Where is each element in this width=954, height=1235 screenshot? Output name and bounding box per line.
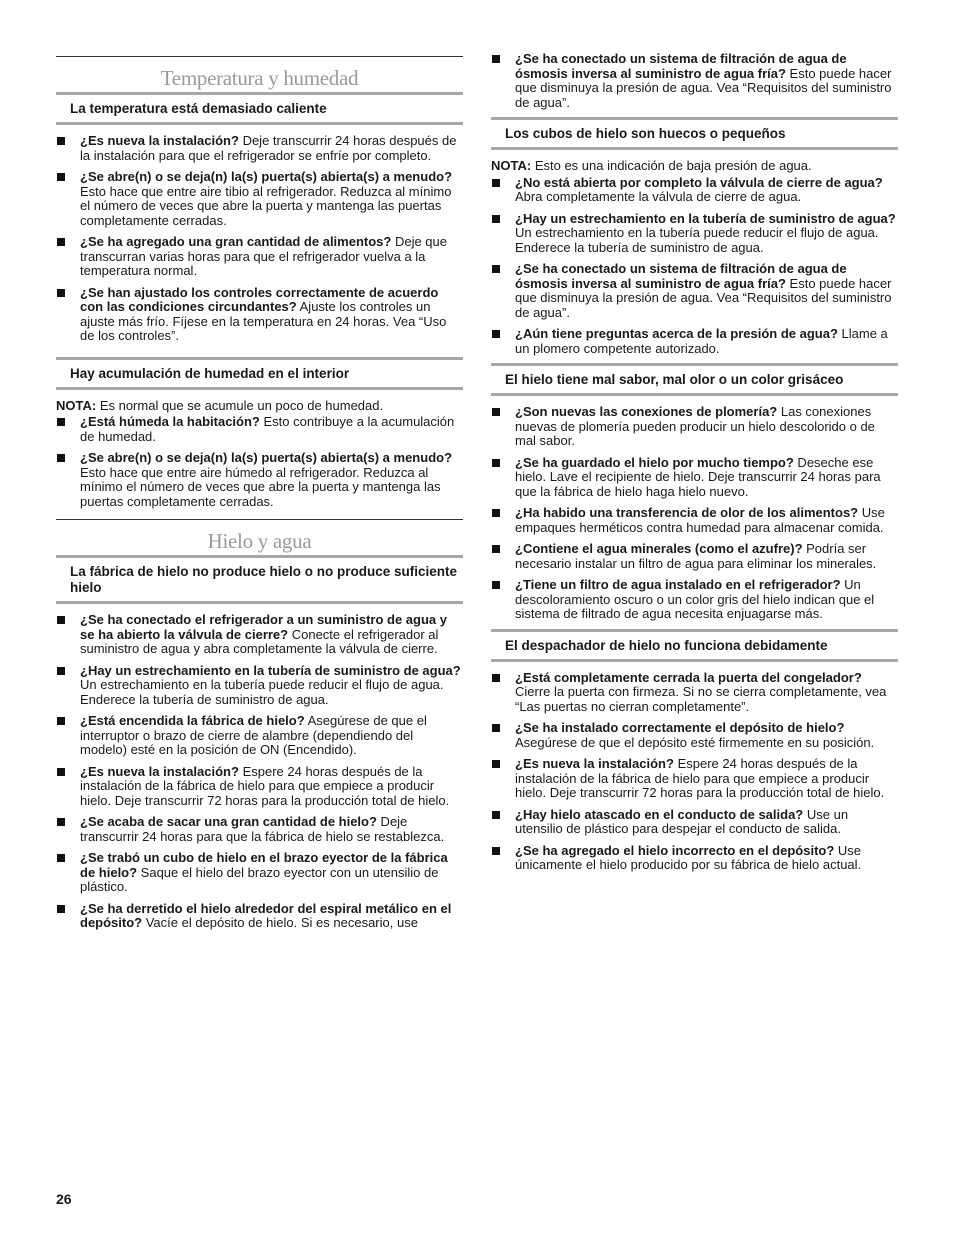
list-item [56, 451, 463, 509]
square-bullet-icon [57, 238, 65, 246]
square-bullet-icon [492, 760, 500, 768]
list-item [56, 235, 463, 279]
list-item [56, 714, 463, 758]
note-text: Esto es una indicación de baja presión de agua. [531, 158, 812, 173]
list-item [56, 664, 463, 708]
item-question: ¿Se ha agregado una gran cantidad de alimentos? [80, 234, 392, 249]
item-question: ¿Está completamente cerrada la puerta del congelador? [515, 669, 862, 685]
humidity-items [56, 415, 463, 509]
list-item [491, 542, 898, 571]
hollow-items [491, 176, 898, 357]
list-item [491, 506, 898, 535]
square-bullet-icon [57, 905, 65, 913]
item-answer: Esto hace que entre aire tibio al refrigerador. Reduzca al mínimo el número de veces que abre la puerta y mantenga las puertas completamente cerradas. [80, 183, 452, 228]
list-item [491, 176, 898, 205]
item-answer: Use empaques herméticos contra humedad para almacenar comida. [515, 505, 885, 535]
square-bullet-icon [492, 581, 500, 589]
item-answer: Deje transcurrir 24 horas para que la fábrica de hielo se restablezca. [80, 814, 445, 844]
item-question: ¿Se trabó un cubo de hielo en el brazo eyector de la fábrica de hielo? [80, 850, 448, 880]
item-question: ¿Hay un estrechamiento en la tubería de suministro de agua? [80, 662, 461, 678]
item-question: ¿Contiene el agua minerales (como el azufre)? [515, 541, 803, 556]
item-question: ¿Ha habido una transferencia de olor de los alimentos? [515, 505, 859, 520]
square-bullet-icon [492, 265, 500, 273]
item-answer: Deseche ese hielo. Lave el recipiente de hielo. Deje transcurrir 24 horas para que la fábrica de hielo haga hielo nuevo. [515, 454, 881, 499]
list-item [491, 327, 898, 356]
hollow-note [491, 159, 898, 174]
list-item [56, 134, 463, 163]
square-bullet-icon [57, 768, 65, 776]
list-item [56, 851, 463, 895]
item-question: ¿Se han ajustado los controles correctamente de acuerdo con las condiciones circundantes? [80, 284, 439, 314]
left-column [56, 52, 463, 938]
item-answer: Llame a un plomero competente autorizado. [515, 326, 888, 356]
note-label: NOTA: [491, 158, 532, 173]
heading-icemaker: La fábrica de hielo no produce hielo o no produce suficiente hielo [56, 558, 463, 604]
heading-hollow-cubes: Los cubos de hielo son huecos o pequeños [491, 117, 898, 150]
item-answer: Deje que transcurran varias horas para que el refrigerador vuelva a la temperatura normal. [80, 234, 447, 278]
item-question: ¿Se ha guardado el hielo por mucho tiempo? [515, 454, 794, 470]
square-bullet-icon [492, 55, 500, 63]
page-number: 26 [56, 1191, 72, 1207]
square-bullet-icon [57, 137, 65, 145]
square-bullet-icon [57, 667, 65, 675]
note-label: NOTA: [56, 397, 97, 413]
item-question: ¿Está encendida la fábrica de hielo? [80, 713, 305, 728]
taste-items [491, 405, 898, 622]
square-bullet-icon [57, 616, 65, 624]
item-answer: Asegúrese de que el interruptor o brazo de cierre de alambre (dependiendo del modelo) esté en la posición de ON (Encendido). [80, 713, 427, 757]
heading-ice-taste: El hielo tiene mal sabor, mal olor o un color grisáceo [491, 363, 898, 396]
list-item [491, 456, 898, 500]
square-bullet-icon [57, 418, 65, 426]
list-item [56, 415, 463, 444]
list-item [491, 671, 898, 715]
square-bullet-icon [57, 854, 65, 862]
right-column [491, 52, 898, 880]
square-bullet-icon [57, 717, 65, 725]
item-question: ¿No está abierta por completo la válvula de cierre de agua? [515, 174, 883, 190]
list-item [56, 170, 463, 228]
item-answer: Las conexiones nuevas de plomería pueden producir un hielo descolorido o de mal sabor. [515, 404, 875, 448]
square-bullet-icon [492, 459, 500, 467]
item-answer: Asegúrese de que el depósito esté firmemente en su posición. [515, 734, 875, 750]
list-item [56, 902, 463, 931]
item-question: ¿Es nueva la instalación? [80, 763, 239, 779]
list-item [491, 405, 898, 449]
item-question: ¿Se ha derretido el hielo alrededor del espiral metálico en el depósito? [80, 900, 452, 930]
item-question: ¿Es nueva la instalación? [80, 133, 239, 148]
humidity-note [56, 399, 463, 414]
section-title-ice-water: Hielo y agua [56, 519, 463, 555]
item-answer: Vacíe el depósito de hielo. Si es necesario, use [142, 915, 418, 930]
square-bullet-icon [57, 818, 65, 826]
item-answer: Use únicamente el hielo producido por su fábrica de hielo actual. [515, 842, 862, 872]
heading-temperature-too-warm: La temperatura está demasiado caliente [56, 95, 463, 125]
item-answer: Deje transcurrir 24 horas después de la instalación para que el refrigerador se enfríe por completo. [80, 133, 457, 163]
list-item [56, 815, 463, 844]
square-bullet-icon [492, 545, 500, 553]
list-item [491, 808, 898, 837]
item-answer: Espere 24 horas después de la instalación de la fábrica de hielo para que empiece a producir hielo. Deje transcurrir 72 horas para la producción total de hielo. [515, 756, 885, 800]
list-item [491, 52, 898, 110]
item-answer: Espere 24 horas después de la instalación de la fábrica de hielo para que empiece a producir hielo. Deje transcurrir 72 horas para la producción total de hielo. [80, 763, 450, 808]
item-question: ¿Se acaba de sacar una gran cantidad de hielo? [80, 814, 377, 829]
square-bullet-icon [57, 173, 65, 181]
note-text: Es normal que se acumule un poco de humedad. [96, 397, 384, 413]
list-item [491, 757, 898, 801]
list-item [56, 286, 463, 344]
item-answer: Esto puede hacer que disminuya la presión de agua. Vea “Requisitos del suministro de agua”. [515, 275, 892, 320]
item-answer: Use un utensilio de plástico para despejar el conducto de salida. [515, 806, 849, 836]
item-answer: Un descoloramiento oscuro o un color gris del hielo indican que el sistema de filtrado de agua necesita enjuagarse más. [515, 577, 875, 621]
item-answer: Esto puede hacer que disminuya la presión de agua. Vea “Requisitos del suministro de agua”. [515, 65, 892, 110]
item-answer: Esto contribuye a la acumulación de humedad. [80, 414, 455, 444]
square-bullet-icon [492, 408, 500, 416]
item-answer: Cierre la puerta con firmeza. Si no se cierra completamente, vea “Las puertas no cierran completamente”. [515, 684, 887, 714]
heading-humidity: Hay acumulación de humedad en el interior [56, 357, 463, 390]
list-item [56, 765, 463, 809]
item-answer: Abra completamente la válvula de cierre de agua. [515, 189, 802, 204]
square-bullet-icon [492, 847, 500, 855]
item-answer: Podría ser necesario instalar un filtro de agua para eliminar los minerales. [515, 541, 877, 571]
square-bullet-icon [492, 179, 500, 187]
list-item [491, 578, 898, 622]
list-item [491, 212, 898, 256]
item-answer: Un estrechamiento en la tubería puede reducir el flujo de agua. Enderece la tubería de suministro de agua. [515, 225, 879, 255]
item-question: ¿Se ha conectado un sistema de filtración de agua de ósmosis inversa al suministro de agua fría? [515, 261, 847, 291]
item-answer: Conecte el refrigerador al suministro de agua y abra completamente la válvula de cierre. [80, 626, 439, 656]
item-question: ¿Se abre(n) o se deja(n) la(s) puerta(s) abierta(s) a menudo? [80, 169, 453, 184]
list-item [491, 844, 898, 873]
item-question: ¿Se abre(n) o se deja(n) la(s) puerta(s) abierta(s) a menudo? [80, 450, 453, 465]
square-bullet-icon [492, 330, 500, 338]
heading-dispenser: El despachador de hielo no funciona debidamente [491, 629, 898, 662]
item-question: ¿Se ha instalado correctamente el depósito de hielo? [515, 720, 845, 735]
item-answer: Saque el hielo del brazo eyector con un utensilio de plástico. [80, 864, 439, 894]
item-question: ¿Es nueva la instalación? [515, 756, 674, 771]
item-question: ¿Hay un estrechamiento en la tubería de suministro de agua? [515, 210, 896, 226]
item-question: ¿Tiene un filtro de agua instalado en el refrigerador? [515, 577, 841, 592]
square-bullet-icon [57, 454, 65, 462]
item-question: ¿Se ha conectado el refrigerador a un suministro de agua y se ha abierto la válvula de cierre? [80, 612, 447, 642]
section-title-temperature: Temperatura y humedad [56, 56, 463, 92]
list-item [56, 613, 463, 657]
item-question: ¿Aún tiene preguntas acerca de la presión de agua? [515, 326, 838, 341]
square-bullet-icon [492, 215, 500, 223]
item-answer: Esto hace que entre aire húmedo al refrigerador. Reduzca al mínimo el número de veces que abre la puerta y mantenga las puertas completamente cerradas. [80, 464, 441, 509]
item-answer: Ajuste los controles un ajuste más frío. Fíjese en la temperatura en 24 horas. Vea “Uso de los controles”. [80, 299, 447, 343]
square-bullet-icon [57, 289, 65, 297]
item-question: ¿Son nuevas las conexiones de plomería? [515, 404, 778, 419]
square-bullet-icon [492, 724, 500, 732]
item-answer: Un estrechamiento en la tubería puede reducir el flujo de agua. Enderece la tubería de suministro de agua. [80, 677, 444, 707]
item-question: ¿Hay hielo atascado en el conducto de salida? [515, 806, 804, 822]
temp-items [56, 134, 463, 344]
continued-items [491, 52, 898, 110]
square-bullet-icon [492, 674, 500, 682]
dispenser-items [491, 671, 898, 873]
list-item [491, 721, 898, 750]
icemaker-items [56, 613, 463, 931]
item-question: ¿Se ha agregado el hielo incorrecto en el depósito? [515, 842, 835, 858]
square-bullet-icon [492, 811, 500, 819]
square-bullet-icon [492, 509, 500, 517]
item-question: ¿Está húmeda la habitación? [80, 414, 260, 429]
item-question: ¿Se ha conectado un sistema de filtración de agua de ósmosis inversa al suministro de agua fría? [515, 51, 847, 81]
list-item [491, 262, 898, 320]
